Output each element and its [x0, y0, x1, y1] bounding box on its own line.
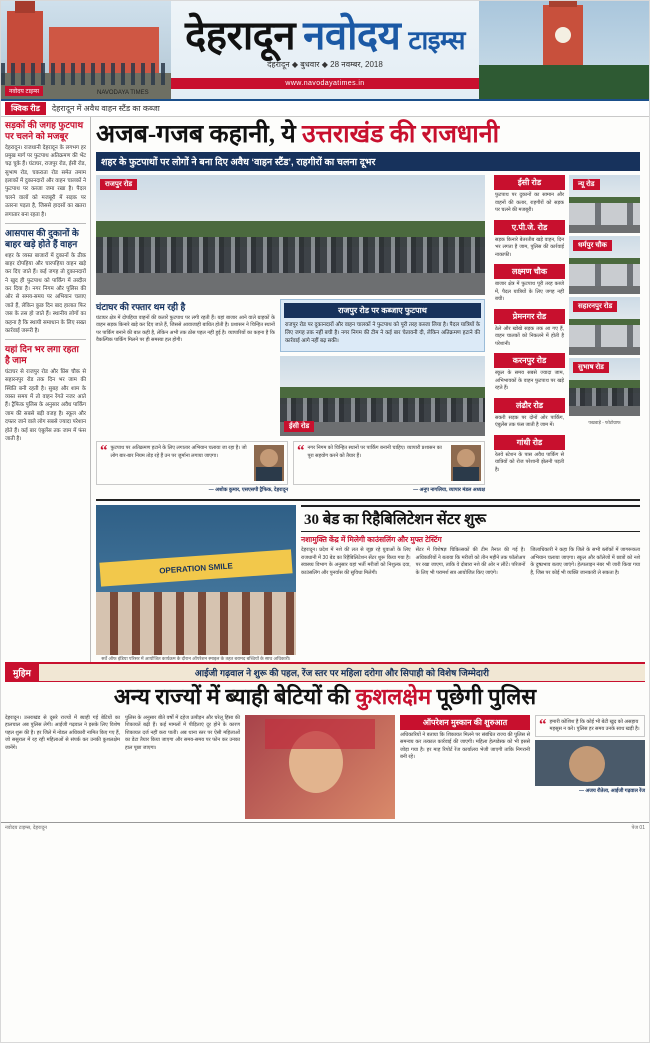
rail-block-head: गांधी रोड: [494, 435, 565, 450]
rail-block-6: [494, 435, 565, 477]
left-block-1: [5, 228, 86, 335]
photo-rajpur-road: [96, 175, 485, 295]
rail-block-3: [494, 309, 565, 351]
footer: [1, 823, 649, 833]
feature-section: [96, 499, 640, 662]
left-block-text: शहर के व्यस्त बाजारों में दुकानों के ठीक बाहर दोपहिया और चारपहिया वाहन खड़े कर दिए जाते हैं। कई जगह तो दुकानदारों ने खुद ही फुटपाथ को पार्किंग में तब्दील कर दिया है। नगर निगम और पुलिस की ओर से समय-समय पर अभियान चलाए जाते हैं, लेकिन कुछ दिन बाद हालात फिर जस के तस हो जाते हैं। स्थानीय लोगों का कहना है कि स्थायी समाधान के लिए सख्त कार्रवाई जरूरी है।: [5, 252, 86, 334]
banner-text: OPERATION SMILE: [99, 550, 292, 587]
photo-caption-badge: न्यू रोड: [573, 179, 600, 190]
quote-text: नगर निगम को चिन्हित स्थानों पर पार्किंग बनानी चाहिए। व्यापारी प्रशासन का पूरा सहयोग करने को तैयार हैं।: [307, 445, 442, 459]
left-block-text: देहरादून। राजधानी देहरादून के लगभग हर प्रमुख मार्ग पर फुटपाथ अतिक्रमण की भेंट चढ़ चुके हैं। घंटाघर, राजपुर रोड, ईसी रोड, सुभाष रोड, चकराता रोड समेत तमाम इलाकों में दुकानदारों और वाहन चालकों ने फुटपाथ पर कब्जा जमा रखा है। पैदल चलने वालों को मजबूरी में सड़क पर उतरना पड़ता है, जिससे हादसों का खतरा लगातार बना रहता है।: [5, 144, 86, 218]
lead-headline-part1: अजब-गजब कहानी, ये: [96, 121, 302, 148]
inner-feature-box-wrap: [280, 299, 485, 436]
bottom-col-2: पुलिस के अनुसार बीते वर्षों में दहेज उत्पीड़न और घरेलू हिंसा की शिकायतें बढ़ी हैं। कई मामलों में पीड़िताएं दूर होने के कारण शिकायत दर्ज नहीं करा पातीं। अब थाना स्तर पर ऐसी महिलाओं का डेटा तैयार किया जाएगा और समय-समय पर फोन कर उनका हाल पूछा जाएगा।: [125, 714, 240, 751]
campaign-text: आईजी गढ़वाल ने शुरू की पहल, रेंज स्तर पर महिला दरोगा और सिपाही को विशेष जिम्मेदारी: [194, 668, 489, 679]
photo-bride: [245, 715, 395, 819]
feature-text-wrap: [301, 505, 640, 662]
bottom-col-1: देहरादून। उत्तराखंड से दूसरे राज्यों में ब्याही गई बेटियों का हालचाल अब पुलिस लेगी। आईजी गढ़वाल ने इसके लिए विशेष पहल शुरू की है। हर जिले में नोडल अधिकारी नामित किए गए हैं, जो ससुराल में रह रही महिलाओं से संपर्क कर उनकी कुशलक्षेम जानेंगे।: [5, 714, 120, 751]
bottom-quote-wrap: [535, 715, 645, 819]
left-block-title: यहां दिन भर लगा रहता है जाम: [5, 344, 79, 366]
rail-text-stack: [494, 175, 565, 479]
masthead-edition-line: देहरादून ◆ बुधवार ◆ 28 नवम्बर, 2018: [267, 59, 383, 69]
rail-block-1: [494, 220, 565, 262]
quote-card-body: [293, 441, 485, 485]
masthead-center: [171, 1, 479, 99]
quote-card-2: [293, 441, 485, 493]
quote-attribution: — अनूप नागलिया, व्यापार मंडल अध्यक्ष: [413, 487, 485, 494]
feature-body-2: सेंटर में विशेषज्ञ चिकित्सकों की टीम तैनात की गई है। अधिकारियों ने बताया कि मरीजों को तीन महीने तक फॉलोअप पर रखा जाएगा, ताकि वे दोबारा नशे की ओर न लौटें। परिजनों के लिए भी परामर्श सत्र आयोजित किए जाएंगे।: [415, 547, 526, 576]
left-block-text: घंटाघर से राजपुर रोड और प्रिंस चौक से सहारनपुर रोड तक दिन भर जाम की स्थिति बनी रहती है। सुबह और शाम के व्यस्त समय में तो वाहन रेंगते नजर आते हैं। ट्रैफिक पुलिस के अनुसार अवैध पार्किंग जाम की सबसे बड़ी वजह है। स्कूल और दफ्तर जाने वाले लोग सबसे ज्यादा परेशान होते हैं। कई बार एंबुलेंस तक जाम में फंस जाती है।: [5, 368, 86, 442]
masthead-photo-right: [479, 1, 649, 99]
rail-block-text: सकरी सड़क पर दोनों ओर पार्किंग, एंबुलेंस तक फंस जाती है जाम में।: [495, 414, 564, 428]
bottom-quote-text: हमारी कोशिश है कि कोई भी बेटी खुद को असहाय महसूस न करे। पुलिस हर समय उनके साथ खड़ी है।: [549, 718, 640, 732]
rail-block-head: ईसी रोड: [494, 175, 565, 190]
masthead-title-small: टाइम्स: [408, 25, 466, 55]
divider: [5, 223, 86, 224]
rail-photo-credit: पखवाड़े - फोटोग्राफ: [588, 420, 621, 425]
mid-text-column: [96, 299, 275, 436]
quote-card-1: [96, 441, 288, 493]
photo-new-road: [569, 175, 640, 233]
bottom-story: [1, 682, 649, 818]
bottom-headline-part-b: पूछेगी पुलिस: [431, 684, 537, 710]
rail-block-head: करनपुर रोड: [494, 353, 565, 368]
masthead-website-strip[interactable]: [171, 78, 479, 89]
main-column: [91, 117, 645, 662]
photo-caption-badge: ईसी रोड: [284, 421, 314, 432]
bottom-quote-card: [535, 715, 645, 738]
campaign-bar: [5, 662, 645, 682]
left-block-0: [5, 120, 86, 219]
masthead-strip-mid-label: NAVODAYA TIMES: [97, 90, 149, 96]
photo-saharanpur-road: [569, 297, 640, 355]
quote-text: फुटपाथ पर अतिक्रमण हटाने के लिए लगातार अभियान चलाया जा रहा है। जो लोग बार-बार नियम तोड़ रहे हैं उन पर जुर्माना लगाया जाएगा।: [110, 445, 247, 459]
right-rail: [490, 175, 640, 493]
rail-block-head: लक्ष्मण चौक: [494, 264, 565, 279]
rail-block-text: सड़क किनारे बेतरतीब खड़े वाहन, दिन भर लगता है जाम, पुलिस की कार्रवाई नाकाफी।: [495, 236, 564, 258]
bottom-subbar: ऑपरेशन मुस्कान की शुरुआत: [400, 715, 530, 730]
masthead: [1, 1, 649, 101]
footer-left: नवोदय टाइम्स, देहरादून: [5, 824, 47, 831]
bottom-col-3: अधिकारियों ने बताया कि शिकायत मिलने पर संबंधित राज्य की पुलिस से समन्वय कर तत्काल कार्रवाई की जाएगी। महिला हेल्पडेस्क को भी इससे जोड़ा गया है। हर माह रिपोर्ट रेंज कार्यालय भेजी जाएगी ताकि निगरानी बनी रहे।: [400, 731, 530, 761]
bottom-col-3-wrap: [400, 715, 530, 819]
photo-dharampur-chowk: [569, 236, 640, 294]
quote-mark-icon: “: [539, 716, 547, 733]
rail-block-2: [494, 264, 565, 306]
left-block-title: सड़कों की जगह फुटपाथ पर चलने को मजबूर: [5, 120, 84, 141]
quote-attribution: — अशोक कुमार, एसएसपी ट्रैफिक, देहरादून: [208, 487, 288, 494]
avatar: [254, 445, 284, 481]
inner-feature-box: [280, 299, 485, 352]
feature-body-1: देहरादून। प्रदेश में नशे की लत से जूझ रहे युवाओं के लिए राजधानी में 30 बेड का रिहैबिलिटेशन सेंटर शुरू किया गया है। स्वास्थ्य विभाग के अनुसार यहां भर्ती मरीजों को निशुल्क दवा, काउंसलिंग और पुनर्वास की सुविधा मिलेगी।: [301, 547, 411, 576]
rail-photo-stack: [569, 175, 640, 479]
inner-box-text: राजपुर रोड पर दुकानदारों और वाहन चालकों ने फुटपाथ को पूरी तरह कब्जा लिया है। पैदल यात्रियों के लिए जगह तक नहीं बची है। नगर निगम की टीम ने कई बार चेतावनी दी, लेकिन अतिक्रमण हटाने की कार्रवाई आगे नहीं बढ़ सकी।: [284, 322, 480, 345]
quote-mark-icon: “: [100, 443, 108, 460]
masthead-photo-left: [1, 1, 171, 99]
left-block-title: आसपास की दुकानों के बाहर खड़े होते हैं वाहन: [5, 227, 79, 249]
photo-ig-garhwal: [535, 740, 645, 786]
avatar: [451, 445, 481, 481]
rail-block-text: फुटपाथ पर दुकानों का सामान और वाहनों की कतार, राहगीरों को सड़क पर चलने की मजबूरी।: [495, 192, 564, 213]
rail-block-text: स्कूल के समय सबसे ज्यादा जाम, अभिभावकों के वाहन फुटपाथ पर खड़े रहते हैं।: [495, 370, 564, 391]
rail-block-0: [494, 175, 565, 217]
footer-right: पेज 01: [631, 824, 645, 831]
lead-subheadline: शहर के फुटपाथों पर लोगों ने बना दिए अवैध ‘वाहन स्टैंड’, राहगीरों का चलना दूभर: [96, 152, 640, 171]
photo-caption-badge: सहारनपुर रोड: [573, 301, 617, 312]
bottom-headline-red: कुशलक्षेम: [355, 684, 432, 710]
bottom-quote-attribution: — अजय रौतेला, आईजी गढ़वाल रेंज: [578, 788, 645, 795]
photo-subhash-road: [569, 358, 640, 416]
photo-caption-badge: धर्मपुर चौक: [573, 240, 612, 251]
kicker-bar: [1, 101, 649, 117]
rail-block-5: [494, 398, 565, 432]
photo-ec-road: [280, 356, 485, 436]
feature-body-3: जिलाधिकारी ने कहा कि जिले के सभी ब्लॉकों में जागरूकता अभियान चलाया जाएगा। स्कूल और कॉलेजों में छात्रों को नशे के दुष्प्रभाव बताए जाएंगे। हेल्पलाइन नंबर भी जारी किया गया है, जिस पर कोई भी व्यक्ति जानकारी ले सकता है।: [530, 547, 641, 576]
masthead-website[interactable]: www.navodayatimes.in: [285, 79, 365, 87]
masthead-title-blue: नवोदय: [303, 12, 401, 58]
masthead-title-hindi: देहरादून: [184, 12, 296, 58]
bottom-photo-wrap: [245, 715, 395, 819]
mid-column-title: घंटाघर की रफ्तार थम रही है: [96, 302, 186, 312]
left-column: [5, 117, 91, 662]
mid-column-text: घंटाघर क्षेत्र में दोपहिया वाहनों की कतारें फुटपाथ पर लगी रहती हैं। यहां बाजार आने वाले ग्राहकों के वाहन सड़क किनारे खड़े कर दिए जाते हैं, जिससे आवाजाही बाधित होती है। प्रशासन ने चिन्हित स्थानों पर पार्किंग बनाने की बात कही है, लेकिन अभी तक ठोस पहल नहीं हुई है। व्यापारियों का कहना है कि वैकल्पिक पार्किंग मिलने पर ही समस्या हल होगी।: [96, 314, 275, 344]
feature-headline: 30 बेड का रिहैबिलिटेशन सेंटर शुरू: [301, 505, 640, 532]
campaign-tag: मुहिम: [5, 664, 39, 681]
rail-block-text: ठेले और खोखे सड़क तक आ गए हैं, वाहन चालकों को निकलने में होती है परेशानी।: [495, 325, 564, 347]
photo-operation-smile: [96, 505, 296, 655]
rail-block-text: रेलवे स्टेशन के पास अवैध पार्किंग से यात्रियों को रोज परेशानी झेलनी पड़ती है।: [495, 451, 564, 473]
feature-bullet: नशामुक्ति केंद्र में मिलेगी काउंसलिंग और मुफ्त टेस्टिंग: [301, 535, 442, 545]
quote-mark-icon: “: [297, 443, 305, 460]
quote-card-body: [96, 441, 288, 485]
kicker-tag: क्विक रीड: [5, 102, 46, 115]
bottom-headline-part-a: अन्य राज्यों में ब्याही बेटियों की: [113, 684, 356, 710]
photo-caption-badge: सुभाष रोड: [573, 362, 609, 373]
masthead-strip-left-label: नवोदय टाइम्स: [5, 86, 43, 96]
rail-block-head: प्रेमनगर रोड: [494, 309, 565, 324]
feature-photo-wrap: [96, 505, 296, 662]
page-body: [1, 117, 649, 662]
divider: [5, 339, 86, 340]
left-block-2: [5, 344, 86, 443]
lead-headline: [96, 121, 640, 149]
inner-box-header: राजपुर रोड पर कब्जाए फुटपाथ: [284, 303, 481, 318]
rail-block-4: [494, 353, 565, 395]
rail-block-text: बाजार क्षेत्र में फुटपाथ पूरी तरह कब्जे में, पैदल यात्रियों के लिए जगह नहीं बची।: [495, 281, 564, 302]
lead-headline-red: उत्तराखंड की राजधानी: [301, 121, 500, 148]
page-title: [184, 12, 466, 58]
kicker-text: देहरादून में अवैध वाहन स्टैंड का कब्जा: [51, 104, 160, 113]
feature-photo-caption: सर्वे ऑफ इंडिया परिसर में आयोजित कार्यक्रम के दौरान ऑपरेशन स्माइल के तहत बरामद बच्चियों के साथ अधिकारी।: [101, 656, 291, 662]
rail-block-head: ए.पी.जे. रोड: [494, 220, 565, 235]
photo-caption-badge: राजपुर रोड: [100, 179, 137, 190]
rail-block-head: लंढौर रोड: [494, 398, 565, 413]
bottom-headline: [5, 682, 645, 711]
